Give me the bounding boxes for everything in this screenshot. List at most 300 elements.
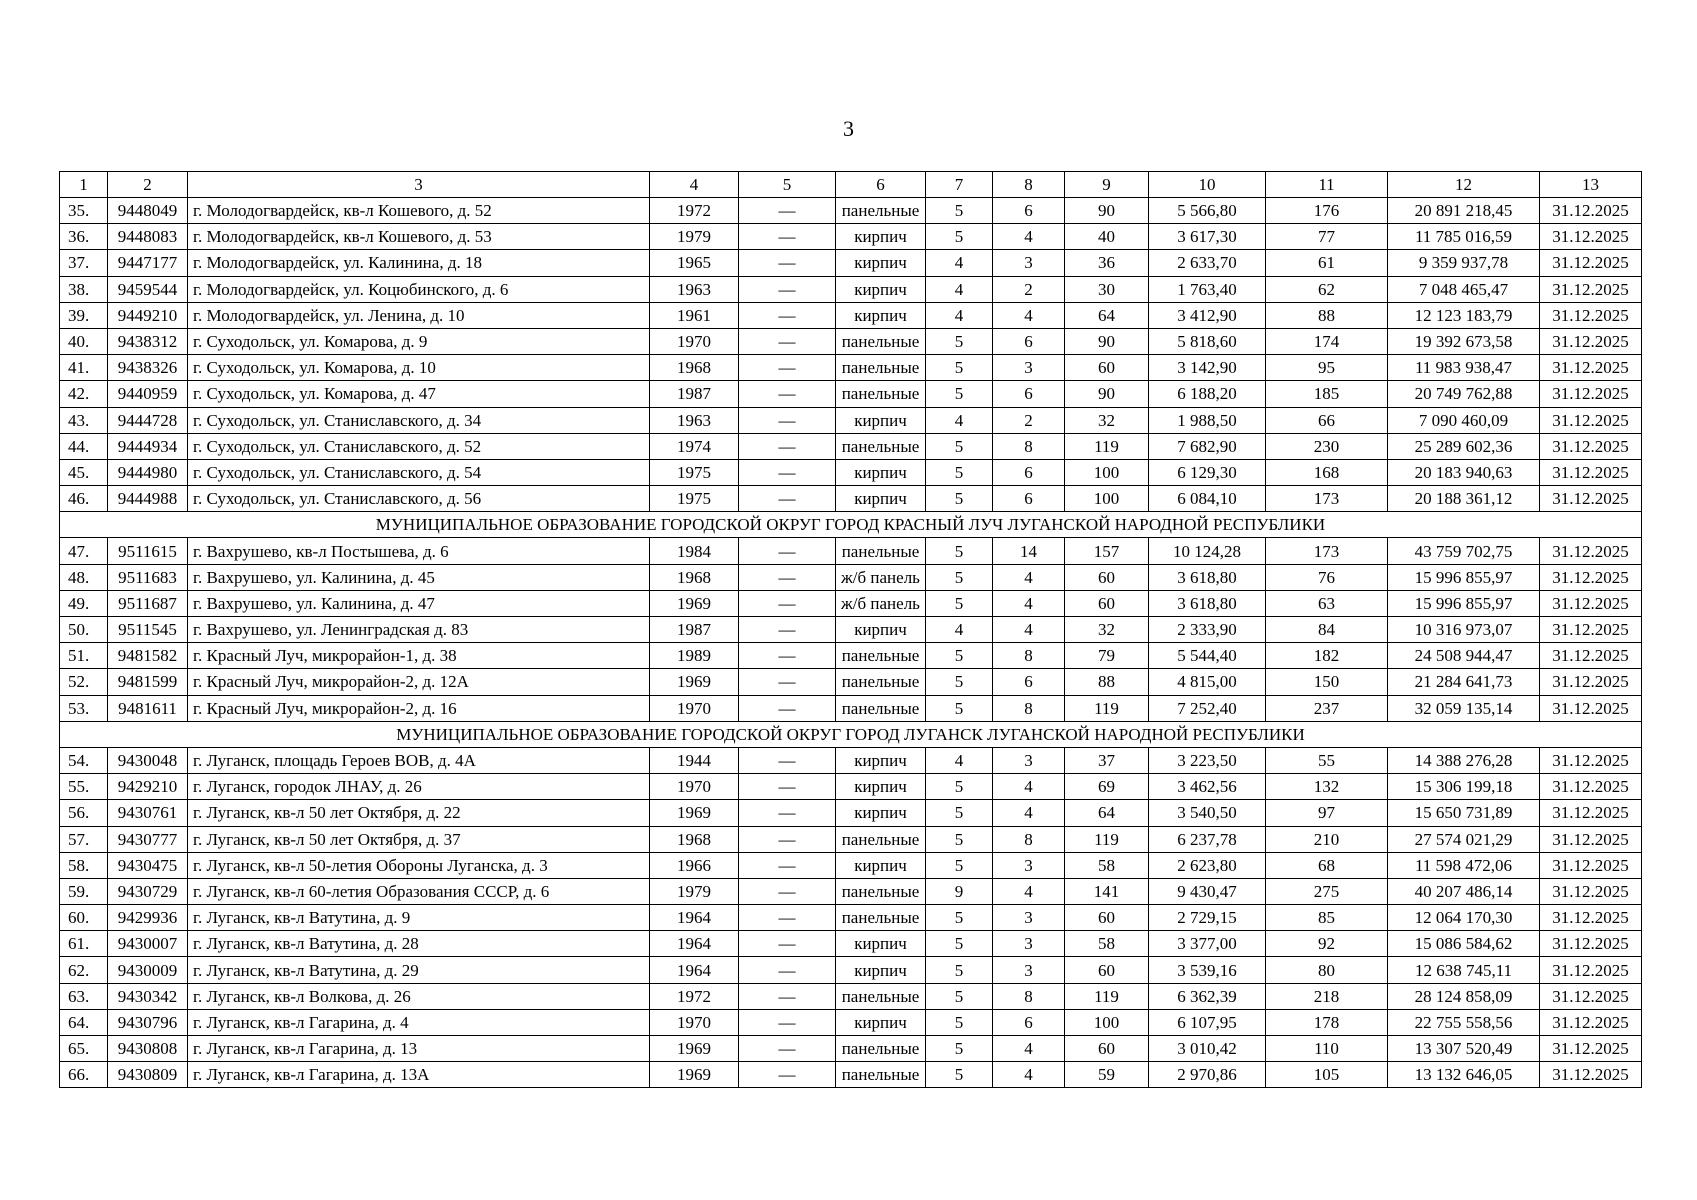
floors-cell: 5 xyxy=(926,355,993,381)
column-5-value-cell: — xyxy=(739,276,836,302)
table-row xyxy=(60,590,1642,616)
deadline-cell: 31.12.2025 xyxy=(1540,198,1642,224)
column-5-value-cell: — xyxy=(739,800,836,826)
floors-cell: 5 xyxy=(926,1062,993,1088)
object-id-cell: 9481599 xyxy=(108,669,188,695)
year-built-cell: 1989 xyxy=(650,643,739,669)
object-id-cell: 9444934 xyxy=(108,433,188,459)
section-header-row xyxy=(60,512,1642,538)
year-built-cell: 1968 xyxy=(650,826,739,852)
cost-cell: 14 388 276,28 xyxy=(1388,747,1540,773)
year-built-cell: 1969 xyxy=(650,1062,739,1088)
table-row xyxy=(60,669,1642,695)
residents-cell: 230 xyxy=(1266,433,1388,459)
entrances-cell: 2 xyxy=(993,276,1065,302)
wall-material-cell: кирпич xyxy=(836,224,926,250)
deadline-cell: 31.12.2025 xyxy=(1540,826,1642,852)
total-area-cell: 6 084,10 xyxy=(1149,486,1266,512)
table-row xyxy=(60,486,1642,512)
column-5-value-cell: — xyxy=(739,695,836,721)
floors-cell: 5 xyxy=(926,957,993,983)
section-title: МУНИЦИПАЛЬНОЕ ОБРАЗОВАНИЕ ГОРОДСКОЙ ОКРУГ ГОРОД КРАСНЫЙ ЛУЧ ЛУГАНСКОЙ НАРОДНОЙ РЕСПУБЛИКИ xyxy=(60,512,1642,538)
cost-cell: 7 048 465,47 xyxy=(1388,276,1540,302)
total-area-cell: 2 623,80 xyxy=(1149,852,1266,878)
total-area-cell: 3 540,50 xyxy=(1149,800,1266,826)
floors-cell: 5 xyxy=(926,538,993,564)
total-area-cell: 5 818,60 xyxy=(1149,328,1266,354)
table-row xyxy=(60,564,1642,590)
year-built-cell: 1975 xyxy=(650,459,739,485)
table-row xyxy=(60,276,1642,302)
residents-cell: 150 xyxy=(1266,669,1388,695)
address-cell: г. Луганск, кв-л Волкова, д. 26 xyxy=(188,983,650,1009)
column-5-value-cell: — xyxy=(739,328,836,354)
table-row xyxy=(60,1062,1642,1088)
apartments-cell: 58 xyxy=(1065,931,1149,957)
floors-cell: 4 xyxy=(926,302,993,328)
column-5-value-cell: — xyxy=(739,826,836,852)
apartments-cell: 59 xyxy=(1065,1062,1149,1088)
entrances-cell: 3 xyxy=(993,355,1065,381)
column-5-value-cell: — xyxy=(739,905,836,931)
apartments-cell: 64 xyxy=(1065,302,1149,328)
row-number-cell: 58. xyxy=(60,852,108,878)
entrances-cell: 4 xyxy=(993,224,1065,250)
deadline-cell: 31.12.2025 xyxy=(1540,538,1642,564)
entrances-cell: 6 xyxy=(993,1009,1065,1035)
year-built-cell: 1970 xyxy=(650,695,739,721)
deadline-cell: 31.12.2025 xyxy=(1540,276,1642,302)
address-cell: г. Луганск, кв-л Ватутина, д. 28 xyxy=(188,931,650,957)
apartments-cell: 40 xyxy=(1065,224,1149,250)
column-5-value-cell: — xyxy=(739,1036,836,1062)
residents-cell: 68 xyxy=(1266,852,1388,878)
cost-cell: 19 392 673,58 xyxy=(1388,328,1540,354)
object-id-cell: 9511615 xyxy=(108,538,188,564)
floors-cell: 4 xyxy=(926,747,993,773)
year-built-cell: 1963 xyxy=(650,276,739,302)
column-5-value-cell: — xyxy=(739,433,836,459)
table-row xyxy=(60,302,1642,328)
wall-material-cell: панельные xyxy=(836,643,926,669)
object-id-cell: 9444728 xyxy=(108,407,188,433)
row-number-cell: 39. xyxy=(60,302,108,328)
residents-cell: 80 xyxy=(1266,957,1388,983)
residents-cell: 182 xyxy=(1266,643,1388,669)
apartments-cell: 36 xyxy=(1065,250,1149,276)
cost-cell: 12 123 183,79 xyxy=(1388,302,1540,328)
wall-material-cell: панельные xyxy=(836,328,926,354)
wall-material-cell: панельные xyxy=(836,538,926,564)
year-built-cell: 1969 xyxy=(650,669,739,695)
deadline-cell: 31.12.2025 xyxy=(1540,800,1642,826)
total-area-cell: 3 617,30 xyxy=(1149,224,1266,250)
table-row xyxy=(60,381,1642,407)
row-number-cell: 43. xyxy=(60,407,108,433)
entrances-cell: 3 xyxy=(993,852,1065,878)
apartments-cell: 90 xyxy=(1065,381,1149,407)
table-row xyxy=(60,459,1642,485)
row-number-cell: 61. xyxy=(60,931,108,957)
year-built-cell: 1969 xyxy=(650,1036,739,1062)
column-header-9: 9 xyxy=(1065,172,1149,198)
object-id-cell: 9511683 xyxy=(108,564,188,590)
apartments-cell: 32 xyxy=(1065,617,1149,643)
column-header-1: 1 xyxy=(60,172,108,198)
total-area-cell: 3 539,16 xyxy=(1149,957,1266,983)
total-area-cell: 3 462,56 xyxy=(1149,774,1266,800)
residents-cell: 66 xyxy=(1266,407,1388,433)
object-id-cell: 9481582 xyxy=(108,643,188,669)
object-id-cell: 9430808 xyxy=(108,1036,188,1062)
table-row xyxy=(60,538,1642,564)
total-area-cell: 6 188,20 xyxy=(1149,381,1266,407)
year-built-cell: 1987 xyxy=(650,381,739,407)
cost-cell: 20 749 762,88 xyxy=(1388,381,1540,407)
floors-cell: 5 xyxy=(926,905,993,931)
year-built-cell: 1966 xyxy=(650,852,739,878)
row-number-cell: 36. xyxy=(60,224,108,250)
entrances-cell: 4 xyxy=(993,590,1065,616)
apartments-cell: 60 xyxy=(1065,355,1149,381)
table-row xyxy=(60,433,1642,459)
row-number-cell: 62. xyxy=(60,957,108,983)
table-row xyxy=(60,774,1642,800)
cost-cell: 20 891 218,45 xyxy=(1388,198,1540,224)
address-cell: г. Молодогвардейск, кв-л Кошевого, д. 53 xyxy=(188,224,650,250)
page-number: 3 xyxy=(843,116,854,141)
object-id-cell: 9429936 xyxy=(108,905,188,931)
deadline-cell: 31.12.2025 xyxy=(1540,590,1642,616)
cost-cell: 25 289 602,36 xyxy=(1388,433,1540,459)
column-header-6: 6 xyxy=(836,172,926,198)
row-number-cell: 57. xyxy=(60,826,108,852)
cost-cell: 9 359 937,78 xyxy=(1388,250,1540,276)
address-cell: г. Суходольск, ул. Комарова, д. 9 xyxy=(188,328,650,354)
column-5-value-cell: — xyxy=(739,459,836,485)
year-built-cell: 1970 xyxy=(650,328,739,354)
row-number-cell: 52. xyxy=(60,669,108,695)
address-cell: г. Луганск, кв-л 50 лет Октября, д. 37 xyxy=(188,826,650,852)
wall-material-cell: кирпич xyxy=(836,931,926,957)
apartments-cell: 141 xyxy=(1065,878,1149,904)
year-built-cell: 1964 xyxy=(650,931,739,957)
row-number-cell: 63. xyxy=(60,983,108,1009)
residents-cell: 275 xyxy=(1266,878,1388,904)
year-built-cell: 1968 xyxy=(650,355,739,381)
wall-material-cell: панельные xyxy=(836,198,926,224)
year-built-cell: 1979 xyxy=(650,878,739,904)
cost-cell: 15 996 855,97 xyxy=(1388,564,1540,590)
object-id-cell: 9430809 xyxy=(108,1062,188,1088)
table-row xyxy=(60,800,1642,826)
year-built-cell: 1963 xyxy=(650,407,739,433)
address-cell: г. Молодогвардейск, кв-л Кошевого, д. 52 xyxy=(188,198,650,224)
table-row xyxy=(60,931,1642,957)
wall-material-cell: кирпич xyxy=(836,302,926,328)
object-id-cell: 9459544 xyxy=(108,276,188,302)
address-cell: г. Суходольск, ул. Комарова, д. 10 xyxy=(188,355,650,381)
deadline-cell: 31.12.2025 xyxy=(1540,957,1642,983)
cost-cell: 12 638 745,11 xyxy=(1388,957,1540,983)
section-title: МУНИЦИПАЛЬНОЕ ОБРАЗОВАНИЕ ГОРОДСКОЙ ОКРУГ ГОРОД ЛУГАНСК ЛУГАНСКОЙ НАРОДНОЙ РЕСПУБЛИКИ xyxy=(60,721,1642,747)
row-number-cell: 40. xyxy=(60,328,108,354)
apartments-cell: 32 xyxy=(1065,407,1149,433)
wall-material-cell: панельные xyxy=(836,355,926,381)
address-cell: г. Молодогвардейск, ул. Коцюбинского, д. 6 xyxy=(188,276,650,302)
wall-material-cell: панельные xyxy=(836,1062,926,1088)
residents-cell: 173 xyxy=(1266,538,1388,564)
deadline-cell: 31.12.2025 xyxy=(1540,905,1642,931)
object-id-cell: 9430761 xyxy=(108,800,188,826)
column-5-value-cell: — xyxy=(739,957,836,983)
table-row xyxy=(60,224,1642,250)
residents-cell: 168 xyxy=(1266,459,1388,485)
floors-cell: 5 xyxy=(926,826,993,852)
apartments-cell: 60 xyxy=(1065,905,1149,931)
object-id-cell: 9430009 xyxy=(108,957,188,983)
address-cell: г. Вахрушево, ул. Калинина, д. 47 xyxy=(188,590,650,616)
residents-cell: 63 xyxy=(1266,590,1388,616)
apartments-cell: 88 xyxy=(1065,669,1149,695)
apartments-cell: 37 xyxy=(1065,747,1149,773)
total-area-cell: 7 682,90 xyxy=(1149,433,1266,459)
column-header-11: 11 xyxy=(1266,172,1388,198)
entrances-cell: 3 xyxy=(993,957,1065,983)
floors-cell: 5 xyxy=(926,695,993,721)
total-area-cell: 2 970,86 xyxy=(1149,1062,1266,1088)
column-5-value-cell: — xyxy=(739,590,836,616)
entrances-cell: 8 xyxy=(993,433,1065,459)
address-cell: г. Суходольск, ул. Комарова, д. 47 xyxy=(188,381,650,407)
year-built-cell: 1972 xyxy=(650,983,739,1009)
table-row xyxy=(60,905,1642,931)
apartments-cell: 157 xyxy=(1065,538,1149,564)
total-area-cell: 2 633,70 xyxy=(1149,250,1266,276)
wall-material-cell: панельные xyxy=(836,669,926,695)
deadline-cell: 31.12.2025 xyxy=(1540,852,1642,878)
object-id-cell: 9440959 xyxy=(108,381,188,407)
residents-cell: 210 xyxy=(1266,826,1388,852)
row-number-cell: 48. xyxy=(60,564,108,590)
total-area-cell: 5 544,40 xyxy=(1149,643,1266,669)
deadline-cell: 31.12.2025 xyxy=(1540,1009,1642,1035)
entrances-cell: 4 xyxy=(993,800,1065,826)
total-area-cell: 1 988,50 xyxy=(1149,407,1266,433)
apartments-cell: 60 xyxy=(1065,590,1149,616)
total-area-cell: 3 618,80 xyxy=(1149,564,1266,590)
column-5-value-cell: — xyxy=(739,774,836,800)
object-id-cell: 9429210 xyxy=(108,774,188,800)
column-header-2: 2 xyxy=(108,172,188,198)
apartments-cell: 119 xyxy=(1065,433,1149,459)
object-id-cell: 9448049 xyxy=(108,198,188,224)
floors-cell: 5 xyxy=(926,564,993,590)
column-5-value-cell: — xyxy=(739,302,836,328)
cost-cell: 20 183 940,63 xyxy=(1388,459,1540,485)
row-number-cell: 65. xyxy=(60,1036,108,1062)
table-row xyxy=(60,852,1642,878)
object-id-cell: 9430007 xyxy=(108,931,188,957)
table-row xyxy=(60,1009,1642,1035)
floors-cell: 5 xyxy=(926,931,993,957)
residents-cell: 185 xyxy=(1266,381,1388,407)
wall-material-cell: кирпич xyxy=(836,407,926,433)
column-5-value-cell: — xyxy=(739,407,836,433)
year-built-cell: 1969 xyxy=(650,800,739,826)
year-built-cell: 1972 xyxy=(650,198,739,224)
deadline-cell: 31.12.2025 xyxy=(1540,250,1642,276)
table-body xyxy=(60,198,1642,1088)
entrances-cell: 3 xyxy=(993,931,1065,957)
floors-cell: 5 xyxy=(926,983,993,1009)
residents-cell: 61 xyxy=(1266,250,1388,276)
wall-material-cell: кирпич xyxy=(836,486,926,512)
floors-cell: 5 xyxy=(926,328,993,354)
wall-material-cell: кирпич xyxy=(836,617,926,643)
entrances-cell: 4 xyxy=(993,564,1065,590)
deadline-cell: 31.12.2025 xyxy=(1540,302,1642,328)
column-header-4: 4 xyxy=(650,172,739,198)
apartments-cell: 100 xyxy=(1065,1009,1149,1035)
column-header-3: 3 xyxy=(188,172,650,198)
entrances-cell: 6 xyxy=(993,459,1065,485)
entrances-cell: 8 xyxy=(993,695,1065,721)
column-header-10: 10 xyxy=(1149,172,1266,198)
table-row xyxy=(60,826,1642,852)
address-cell: г. Вахрушево, кв-л Постышева, д. 6 xyxy=(188,538,650,564)
floors-cell: 5 xyxy=(926,800,993,826)
residents-cell: 97 xyxy=(1266,800,1388,826)
year-built-cell: 1979 xyxy=(650,224,739,250)
year-built-cell: 1964 xyxy=(650,957,739,983)
floors-cell: 5 xyxy=(926,1036,993,1062)
total-area-cell: 6 129,30 xyxy=(1149,459,1266,485)
wall-material-cell: кирпич xyxy=(836,774,926,800)
cost-cell: 15 650 731,89 xyxy=(1388,800,1540,826)
floors-cell: 5 xyxy=(926,852,993,878)
row-number-cell: 38. xyxy=(60,276,108,302)
deadline-cell: 31.12.2025 xyxy=(1540,564,1642,590)
entrances-cell: 8 xyxy=(993,643,1065,669)
table-row xyxy=(60,983,1642,1009)
row-number-cell: 41. xyxy=(60,355,108,381)
deadline-cell: 31.12.2025 xyxy=(1540,224,1642,250)
floors-cell: 9 xyxy=(926,878,993,904)
wall-material-cell: панельные xyxy=(836,826,926,852)
deadline-cell: 31.12.2025 xyxy=(1540,669,1642,695)
column-header-13: 13 xyxy=(1540,172,1642,198)
apartments-cell: 60 xyxy=(1065,564,1149,590)
apartments-cell: 64 xyxy=(1065,800,1149,826)
address-cell: г. Луганск, кв-л Гагарина, д. 13 xyxy=(188,1036,650,1062)
column-5-value-cell: — xyxy=(739,564,836,590)
row-number-cell: 56. xyxy=(60,800,108,826)
deadline-cell: 31.12.2025 xyxy=(1540,1062,1642,1088)
residents-cell: 237 xyxy=(1266,695,1388,721)
cost-cell: 24 508 944,47 xyxy=(1388,643,1540,669)
column-header-8: 8 xyxy=(993,172,1065,198)
column-5-value-cell: — xyxy=(739,1009,836,1035)
table-header xyxy=(60,172,1642,198)
column-5-value-cell: — xyxy=(739,538,836,564)
wall-material-cell: панельные xyxy=(836,695,926,721)
wall-material-cell: кирпич xyxy=(836,957,926,983)
address-cell: г. Луганск, кв-л Гагарина, д. 13А xyxy=(188,1062,650,1088)
row-number-cell: 55. xyxy=(60,774,108,800)
total-area-cell: 3 010,42 xyxy=(1149,1036,1266,1062)
residents-cell: 173 xyxy=(1266,486,1388,512)
row-number-cell: 66. xyxy=(60,1062,108,1088)
wall-material-cell: панельные xyxy=(836,983,926,1009)
entrances-cell: 14 xyxy=(993,538,1065,564)
year-built-cell: 1984 xyxy=(650,538,739,564)
year-built-cell: 1987 xyxy=(650,617,739,643)
entrances-cell: 6 xyxy=(993,669,1065,695)
cost-cell: 11 598 472,06 xyxy=(1388,852,1540,878)
address-cell: г. Луганск, кв-л 60-летия Образования СССР, д. 6 xyxy=(188,878,650,904)
housing-registry-table xyxy=(59,171,1642,1088)
wall-material-cell: кирпич xyxy=(836,800,926,826)
object-id-cell: 9438326 xyxy=(108,355,188,381)
column-5-value-cell: — xyxy=(739,198,836,224)
residents-cell: 77 xyxy=(1266,224,1388,250)
year-built-cell: 1944 xyxy=(650,747,739,773)
wall-material-cell: панельные xyxy=(836,433,926,459)
residents-cell: 92 xyxy=(1266,931,1388,957)
floors-cell: 4 xyxy=(926,276,993,302)
total-area-cell: 3 377,00 xyxy=(1149,931,1266,957)
row-number-cell: 44. xyxy=(60,433,108,459)
wall-material-cell: панельные xyxy=(836,381,926,407)
column-5-value-cell: — xyxy=(739,878,836,904)
row-number-cell: 53. xyxy=(60,695,108,721)
address-cell: г. Красный Луч, микрорайон-2, д. 12А xyxy=(188,669,650,695)
total-area-cell: 7 252,40 xyxy=(1149,695,1266,721)
residents-cell: 84 xyxy=(1266,617,1388,643)
apartments-cell: 60 xyxy=(1065,1036,1149,1062)
object-id-cell: 9511687 xyxy=(108,590,188,616)
entrances-cell: 4 xyxy=(993,1062,1065,1088)
address-cell: г. Суходольск, ул. Станиславского, д. 56 xyxy=(188,486,650,512)
apartments-cell: 79 xyxy=(1065,643,1149,669)
wall-material-cell: панельные xyxy=(836,905,926,931)
floors-cell: 5 xyxy=(926,643,993,669)
cost-cell: 11 983 938,47 xyxy=(1388,355,1540,381)
year-built-cell: 1970 xyxy=(650,774,739,800)
total-area-cell: 5 566,80 xyxy=(1149,198,1266,224)
apartments-cell: 69 xyxy=(1065,774,1149,800)
total-area-cell: 2 333,90 xyxy=(1149,617,1266,643)
total-area-cell: 3 412,90 xyxy=(1149,302,1266,328)
entrances-cell: 8 xyxy=(993,826,1065,852)
residents-cell: 178 xyxy=(1266,1009,1388,1035)
cost-cell: 27 574 021,29 xyxy=(1388,826,1540,852)
entrances-cell: 6 xyxy=(993,328,1065,354)
total-area-cell: 9 430,47 xyxy=(1149,878,1266,904)
floors-cell: 4 xyxy=(926,250,993,276)
floors-cell: 4 xyxy=(926,407,993,433)
apartments-cell: 119 xyxy=(1065,826,1149,852)
year-built-cell: 1968 xyxy=(650,564,739,590)
total-area-cell: 3 142,90 xyxy=(1149,355,1266,381)
deadline-cell: 31.12.2025 xyxy=(1540,1036,1642,1062)
entrances-cell: 4 xyxy=(993,617,1065,643)
entrances-cell: 6 xyxy=(993,486,1065,512)
address-cell: г. Луганск, кв-л 50-летия Обороны Луганска, д. 3 xyxy=(188,852,650,878)
cost-cell: 10 316 973,07 xyxy=(1388,617,1540,643)
year-built-cell: 1961 xyxy=(650,302,739,328)
